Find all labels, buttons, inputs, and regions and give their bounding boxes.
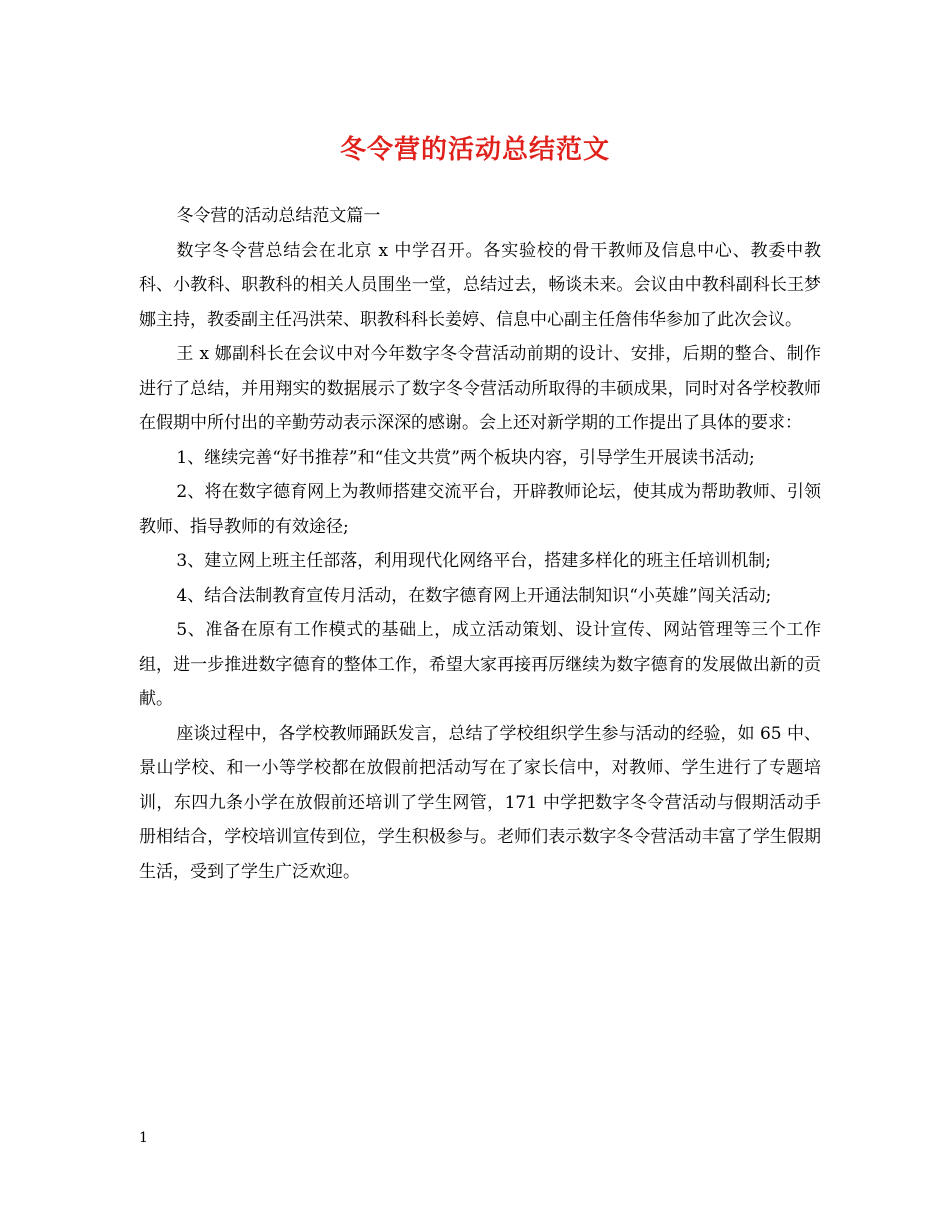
list-item: 3、建立网上班主任部落，利用现代化网络平台，搭建多样化的班主任培训机制;	[176, 551, 771, 571]
list-item: 5、准备在原有工作模式的基础上，成立活动策划、设计宣传、网站管理等三个工作组，进一步推进数字德育的整体工作，希望大家再接再厉继续为数字德育的发展做出新的贡献。	[139, 620, 821, 709]
document-body	[139, 199, 821, 889]
paragraph: 座谈过程中，各学校教师踊跃发言，总结了学校组织学生参与活动的经验，如 65 中、景山学校、和一小等学校都在放假前把活动写在了家长信中，对教师、学生进行了专题培训，东四九条小学在放假前还培训了学生网管，171 中学把数字冬令营活动与假期活动手册相结合，学校培训宣传到位，学生积极参与。老师们表示数字冬令营活动丰富了学生假期生活，受到了学生广泛欢迎。	[139, 723, 821, 882]
list-item: 1、继续完善“好书推荐”和“佳文共赏”两个板块内容，引导学生开展读书活动;	[176, 447, 755, 468]
section-heading: 冬令营的活动总结范文篇一	[176, 206, 381, 226]
document-title: 冬令营的活动总结范文	[339, 135, 610, 165]
paragraph: 王 x 娜副科长在会议中对今年数字冬令营活动前期的设计、安排，后期的整合、制作进行了总结，并用翔实的数据展示了数字冬令营活动所取得的丰硕成果，同时对各学校教师在假期中所付出的辛勤劳动表示深深的感谢。会上还对新学期的工作提出了具体的要求：	[139, 344, 821, 433]
page-number: 1	[139, 1130, 148, 1146]
list-item: 2、将在数字德育网上为教师搭建交流平台，开辟教师论坛，使其成为帮助教师、引领教师、指导教师的有效途径;	[139, 482, 821, 537]
list-item: 4、结合法制教育宣传月活动，在数字德育网上开通法制知识“小英雄”闯关活动;	[176, 585, 772, 606]
paragraph: 数字冬令营总结会在北京 x 中学召开。各实验校的骨干教师及信息中心、教委中教科、小教科、职教科的相关人员围坐一堂，总结过去，畅谈未来。会议由中教科副科长王梦娜主持，教委副主任冯洪荣、职教科科长姜婷、信息中心副主任詹伟华参加了此次会议。	[139, 240, 821, 330]
